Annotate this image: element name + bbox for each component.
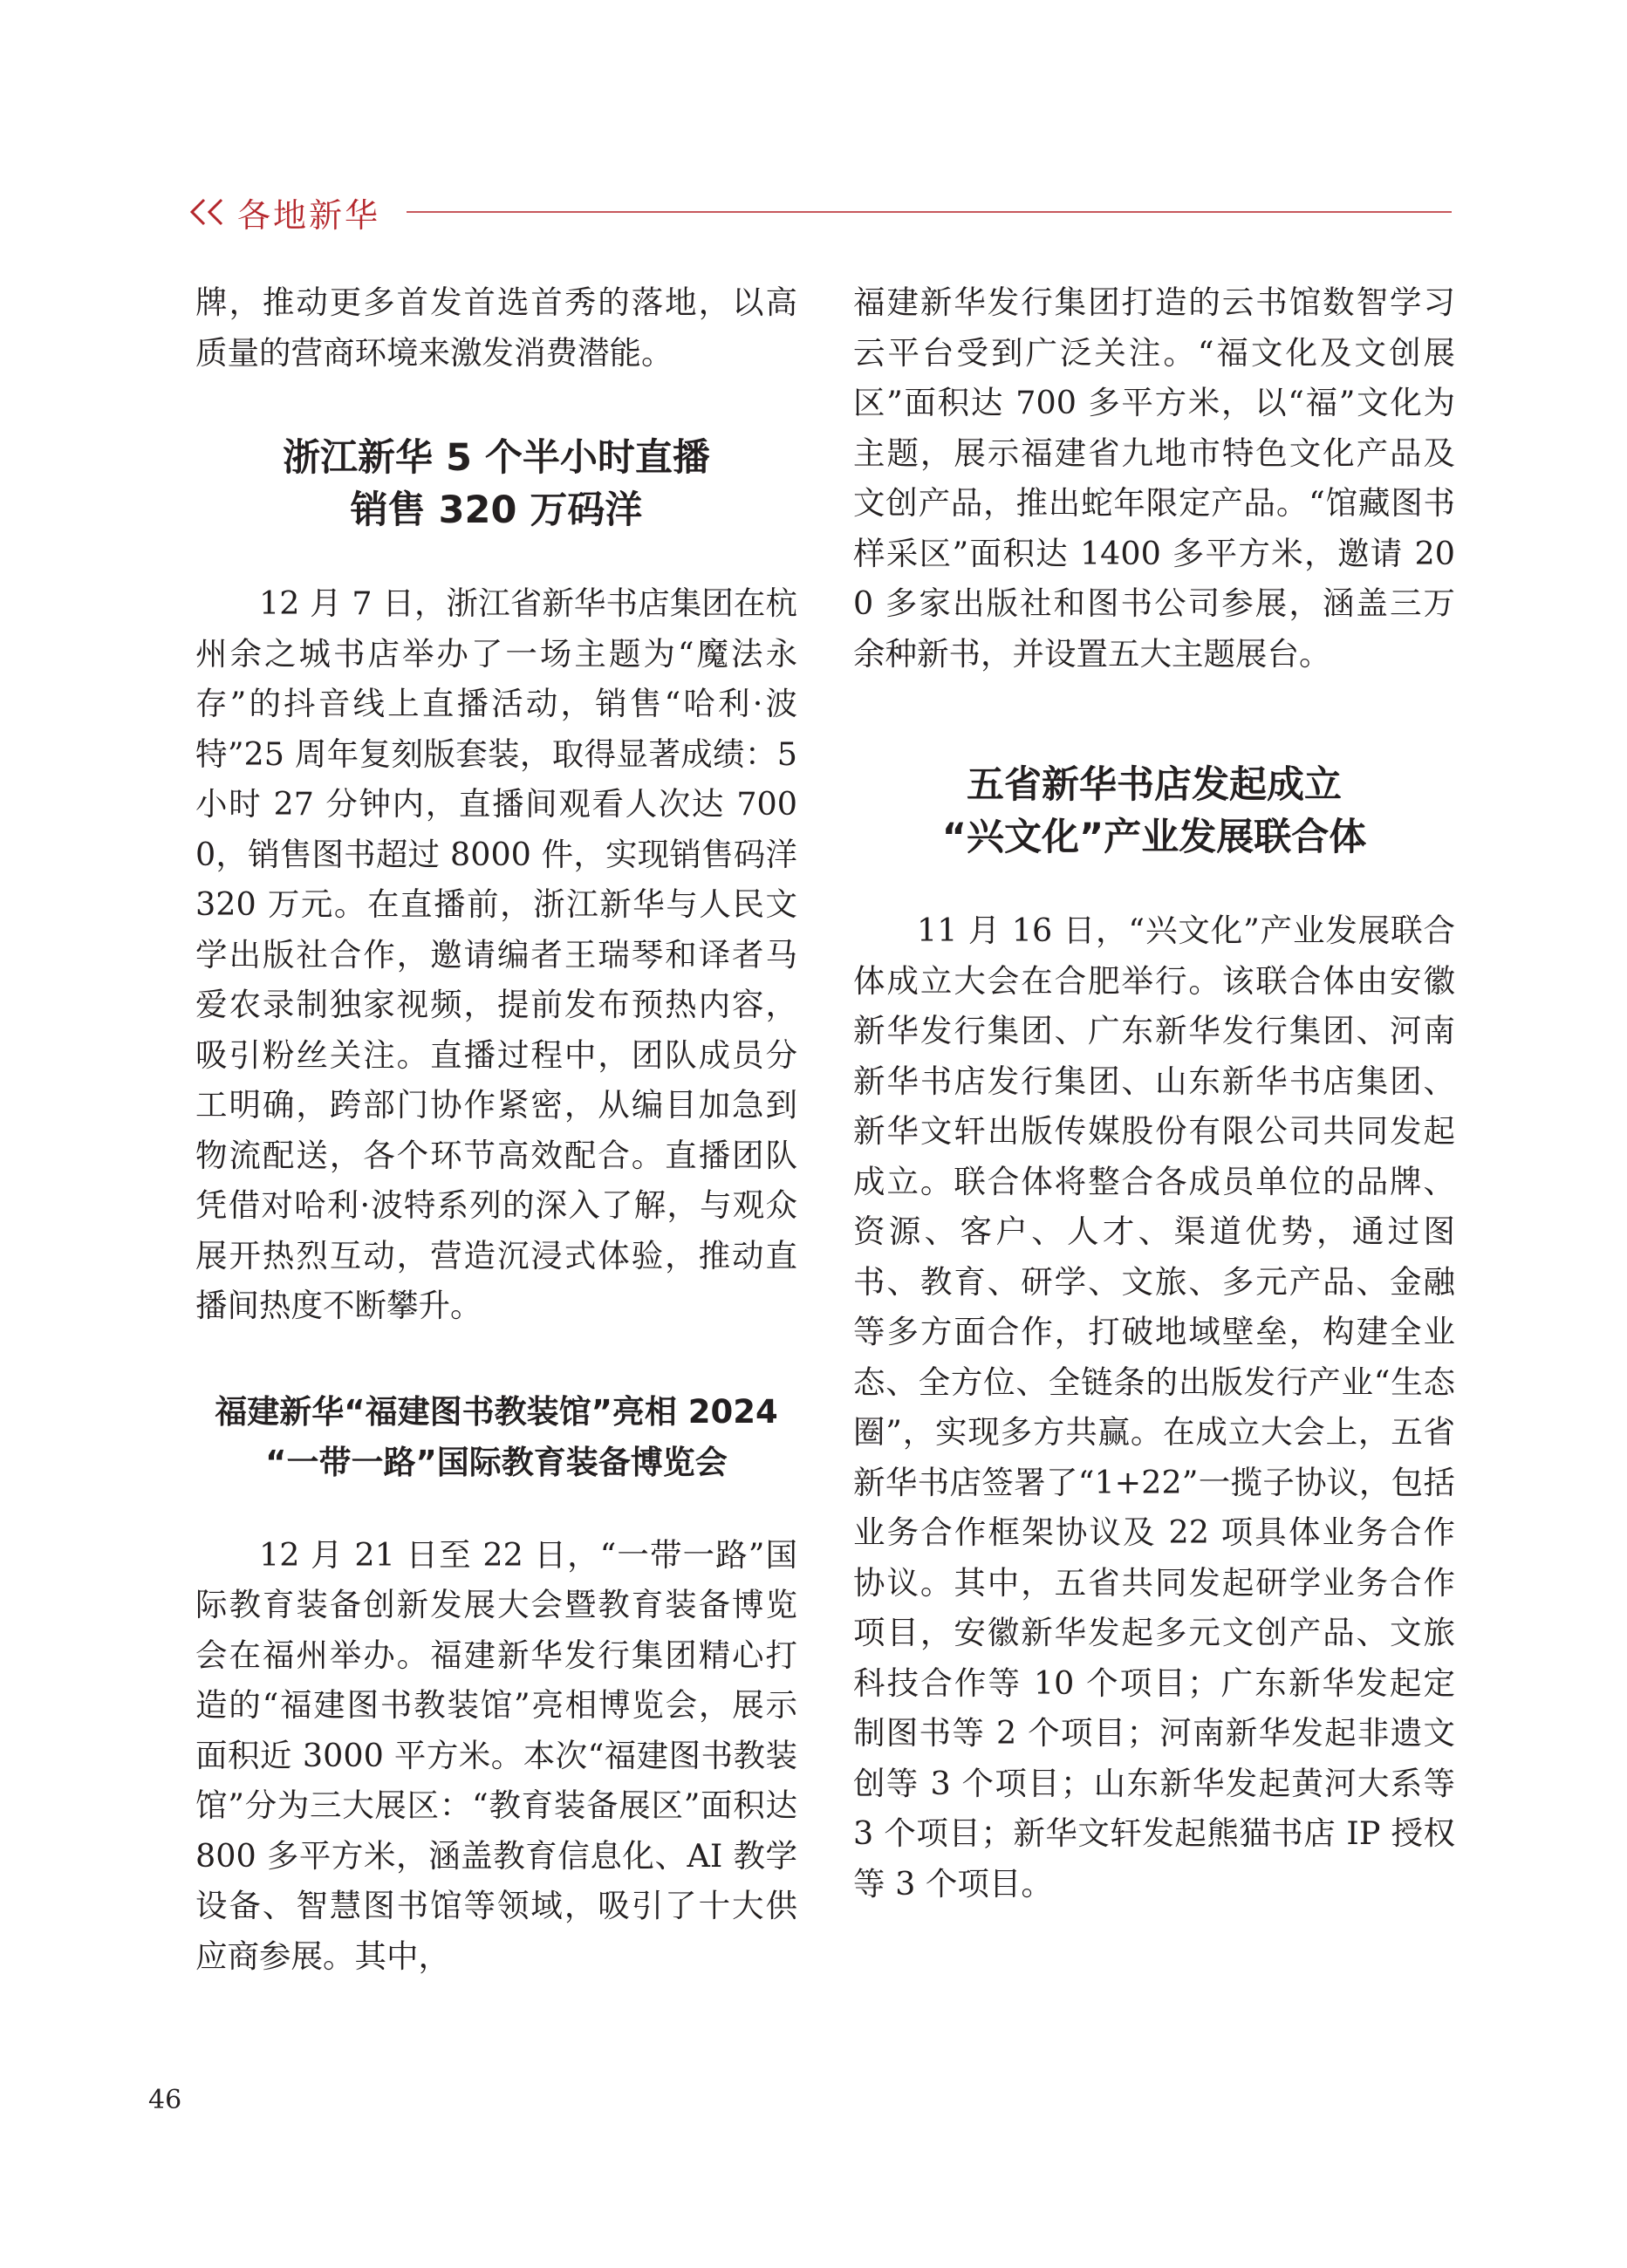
article-2-title-line-1: 福建新华“福建图书教装馆”亮相 2024 [215,1392,778,1431]
article-1-title-line-1: 浙江新华 5 个半小时直播 [283,436,710,480]
page-number: 46 [148,2085,182,2115]
article-3-title [853,759,1455,864]
intro-paragraph: 牌，推动更多首发首选首秀的落地，以高质量的营商环境来激发消费潜能。 [195,284,797,372]
section-title: 各地新华 [237,195,381,235]
article-3-title-line-2: “兴文化”产业发展联合体 [941,816,1367,859]
right-column [853,277,1455,1909]
article-2-title-line-2: “一带一路”国际教育装备博览会 [265,1443,728,1481]
header-divider [407,211,1452,213]
article-2-body: 12 月 21 日至 22 日，“一带一路”国际教育装备创新发展大会暨教育装备博览会在福州举办。福建新华发行集团精心打造的“福建图书教装馆”亮相博览会，展示面积近 3000 平方米。本次“福建图书教装馆”分为三大展区：“教育装备展区”面积达 800 多平方米，涵盖教育信息化、AI 教学设备、智慧图书馆等领域，吸引了十大供应商参展。其中， [195,1535,797,1975]
double-chevron-left-icon [187,195,229,229]
continued-paragraph: 福建新华发行集团打造的云书馆数智学习云平台受到广泛关注。“福文化及文创展区”面积达 700 多平方米，以“福”文化为主题，展示福建省九地市特色文化产品及文创产品，推出蛇年限定产品。“馆藏图书样采区”面积达 1400 多平方米，邀请 200 多家出版社和图书公司参展，涵盖三万余种新书，并设置五大主题展台。 [853,284,1455,673]
article-3-title-line-1: 五省新华书店发起成立 [967,763,1342,807]
article-1-title [195,432,797,536]
article-3-body: 11 月 16 日，“兴文化”产业发展联合体成立大会在合肥举行。该联合体由安徽新华发行集团、广东新华发行集团、河南新华书店发行集团、山东新华书店集团、新华文轩出版传媒股份有限公司共同发起成立。联合体将整合各成员单位的品牌、资源、客户、人才、渠道优势，通过图书、教育、研学、文旅、多元产品、金融等多方面合作，打破地域壁垒，构建全业态、全方位、全链条的出版发行产业“生态圈”，实现多方共赢。在成立大会上，五省新华书店签署了“1+22”一揽子协议，包括业务合作框架协议及 22 项具体业务合作协议。其中，五省共同发起研学业务合作项目，安徽新华发起多元文创产品、文旅科技合作等 10 个项目；广东新华发起定制图书等 2 个项目；河南新华发起非遗文创等 3 个项目；山东新华发起黄河大系等 3 个项目；新华文轩发起熊猫书店 IP 授权等 3 个项目。 [853,912,1455,1903]
section-header [187,190,1452,234]
article-2-title [195,1387,797,1488]
article-1-body: 12 月 7 日，浙江省新华书店集团在杭州余之城书店举办了一场主题为“魔法永存”的抖音线上直播活动，销售“哈利·波特”25 周年复刻版套装，取得显著成绩：5 小时 27 分钟内，直播间观看人次达 7000，销售图书超过 8000 件，实现销售码洋 320 万元。在直播前，浙江新华与人民文学出版社合作，邀请编者王瑞琴和译者马爱农录制独家视频，提前发布预热内容，吸引粉丝关注。直播过程中，团队成员分工明确，跨部门协作紧密，从编目加急到物流配送，各个环节高效配合。直播团队凭借对哈利·波特系列的深入了解，与观众展开热烈互动，营造沉浸式体验，推动直播间热度不断攀升。 [195,584,798,1324]
article-1-title-line-2: 销售 320 万码洋 [350,488,643,532]
left-column [195,277,797,1981]
